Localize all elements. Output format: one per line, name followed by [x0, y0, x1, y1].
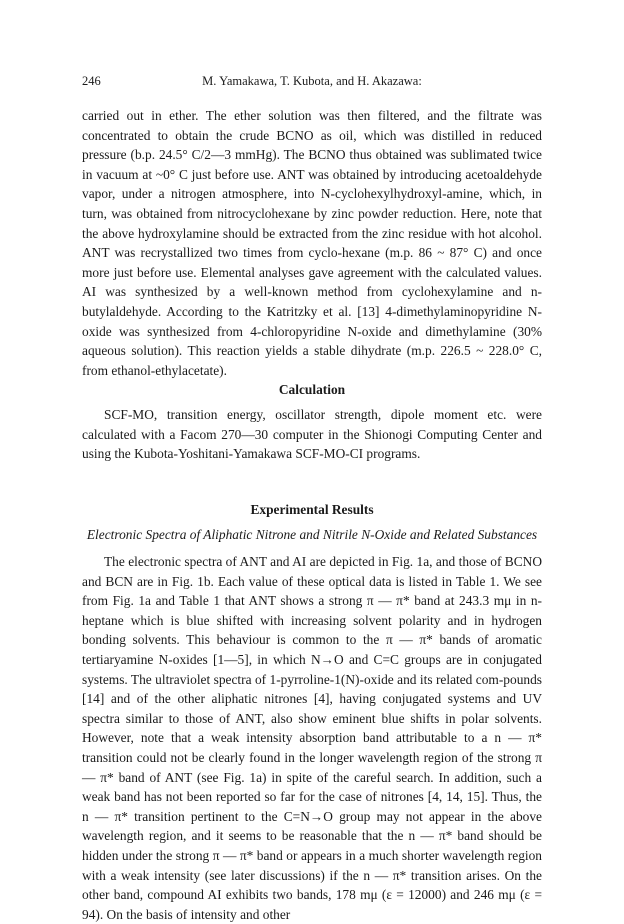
paragraph-text: The electronic spectra of ANT and AI are depicted in Fig. 1a, and those of BCNO and BCN are in Fig. 1b. Each value of these optical data is listed in Table 1. We see from Fig. 1a and Table 1 that ANT shows a strong π — π* band at 243.3 mμ in n-heptane which is blue shifted with increasing solvent polarity and in hydrogen bonding solvents. This behaviour is common to the π — π* bands of aromatic tertiaryamine N-oxides [1—5], in which N→O and C=C groups are in conjugated systems. The ultraviolet spectra of 1-pyrroline-1(N)-oxide and its related com-pounds [14] and of the other aliphatic nitrones [4], having conjugated systems and UV spectra similar to those of ANT, also show eminent blue shifts in polar solvents. However, note that a weak intensity absorption band attributable to a n — π* transition could not be clearly found in the longer wavelength region of the strong π — π* band of ANT (see Fig. 1a) in spite of the careful search. In addition, such a weak band has not been reported so far for the case of nitrones [4, 14, 15]. Thus, the n — π* transition pertinent to the C=N→O group may not appear in the above wavelength region, and it seems to be reasonable that the n — π* band should be hidden under the strong π — π* band or appears in a much shorter wavelength region with a weak intensity (see later discussions) if the n — π* transition arises. On the other band, compound AI exhibits two bands, 178 mμ (ε = 12000) and 246 mμ (ε = 94). On the basis of intensity and other — [82, 554, 542, 922]
running-title: M. Yamakawa, T. Kubota, and H. Akazawa: — [202, 74, 422, 88]
page-number: 246 — [82, 74, 101, 88]
running-header — [82, 74, 542, 94]
paragraph-results — [82, 552, 542, 924]
section-heading-results: Experimental Results — [250, 502, 374, 517]
paragraph-methods — [82, 106, 542, 380]
section-heading-calculation: Calculation — [278, 382, 346, 397]
paragraph-text: carried out in ether. The ether solution was then filtered, and the filtrate was concentrated to obtain the crude BCNO as oil, which was distilled in reduced pressure (b.p. 24.5° C/2—3 mmHg). The BCNO thus obtained was sublimated twice in vacuum at ~0° C just before use. ANT was obtained by introducing acetoaldehyde vapor, under a nitrogen atmosphere, into N-cyclohexylhydroxyl-amine, which, in turn, was obtained from nitrocyclohexane by zinc powder reduction. Here, note that the above hydroxylamine should be extracted from the zinc residue with hot alcohol. ANT was recrystallized two times from cyclo-hexane (m.p. 86 ~ 87° C) and once more just before use. Elemental analyses gave agreement with the calculated values. AI was synthesized by a well-known method from cyclohexylamine and n-butylaldehyde. According to the Katritzky et al. [13] 4-dimethylaminopyridine N-oxide was synthesized from 4-chloropyridine N-oxide and dimethylamine (30% aqueous solution). This reaction yields a stable dihydrate (m.p. 226.5 ~ 228.0° C, from ethanol-ethylacetate). — [82, 108, 542, 378]
paragraph-calculation — [82, 405, 542, 464]
subsection-heading: Electronic Spectra of Aliphatic Nitrone and Nitrile N-Oxide and Related Substances — [86, 527, 538, 542]
paragraph-text: SCF-MO, transition energy, oscillator strength, dipole moment etc. were calculated with a Facom 270—30 computer in the Shionogi Computing Center and using the Kubota-Yoshitani-Yamakawa SCF-MO-CI programs. — [82, 407, 542, 462]
